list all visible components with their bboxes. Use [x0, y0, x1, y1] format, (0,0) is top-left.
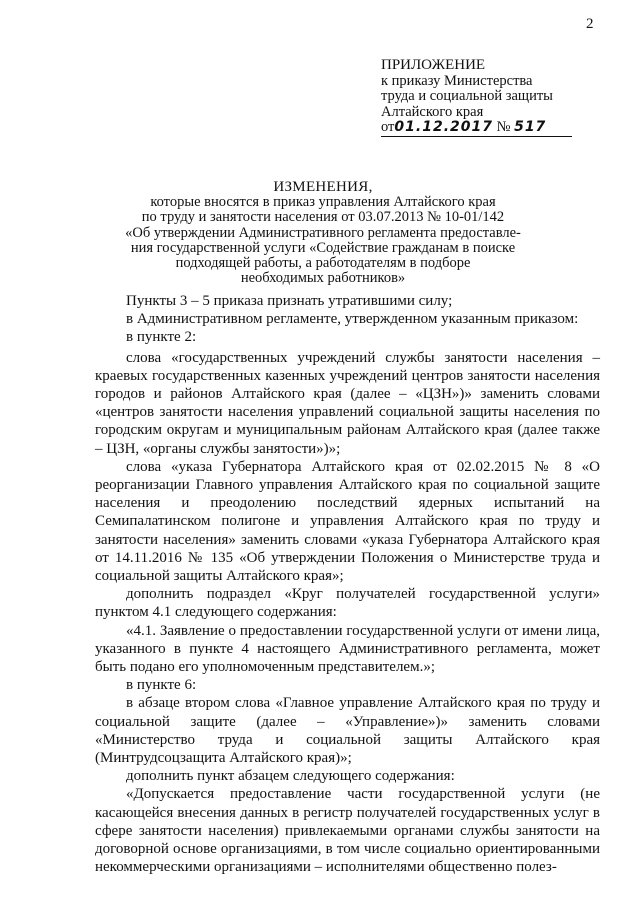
- document-title: ИЗМЕНЕНИЯ,: [273, 179, 373, 195]
- appendix-header: [381, 58, 572, 137]
- handwritten-number: 517: [514, 119, 547, 135]
- appendix-heading: ПРИЛОЖЕНИЕ: [381, 57, 486, 73]
- appendix-line: Алтайского края: [381, 103, 484, 120]
- appendix-date-line: [381, 120, 572, 137]
- body-paragraph: дополнить подраздел «Круг получателей государственной услуги» пунктом 4.1 следующего содержания:: [95, 586, 600, 621]
- number-prefix: №: [496, 119, 511, 135]
- body-paragraph: Пункты 3 – 5 приказа признать утратившими силу;: [126, 293, 453, 309]
- appendix-line: к приказу Министерства: [381, 72, 533, 89]
- body-paragraph: «4.1. Заявление о предоставлении государственной услуги от имени лица, указанного в пункте 4 настоящего Административного регламента, может быть подано его уполномоченным представителем.»;: [95, 622, 600, 676]
- handwritten-date: 01.12.2017: [394, 119, 493, 135]
- body-paragraph: слова «указа Губернатора Алтайского края от 02.02.2015 № 8 «О реорганизации Главного управления Алтайского края по социальной защите населения и преодолению последствий ядерных испытаний на Семипалатинском полигоне и управления Алтайского края по труду и занятости населения» заменить словами «указа Губернатора Алтайского края от 14.11.2016 № 135 «Об утверждении Положения о Министерстве труда и социальной защиты Алтайского края»;: [95, 458, 600, 585]
- document-body: [95, 292, 600, 877]
- date-field: [381, 120, 572, 137]
- page-number: 2: [586, 16, 594, 32]
- date-prefix: от: [381, 119, 395, 135]
- body-paragraph: в пункте 6:: [126, 677, 197, 694]
- title-line: которые вносятся в приказ управления Алтайского края: [150, 194, 496, 211]
- document-title-block: [100, 180, 546, 286]
- title-line: подходящей работы, а работодателям в подборе: [175, 255, 471, 272]
- appendix-line: труда и социальной защиты: [381, 88, 553, 104]
- body-paragraph: в пункте 2:: [126, 329, 197, 346]
- title-line: ния государственной услуги «Содействие гражданам в поиске: [130, 239, 516, 256]
- body-paragraph: «Допускается предоставление части государственной услуги (не касающейся внесения данных в регистр получателей государственных услуг в сфере занятости населения) привлекаемыми органами службы занятости на договорной основе организациями, в том числе социально ориентированными некоммерческими организациями – исполнителями общественно полез-: [95, 786, 600, 876]
- body-paragraph: в абзаце втором слова «Главное управление Алтайского края по труду и социальной защите (далее – «Управление»)» заменить словами «Министерство труда и социальной защиты Алтайского края (Минтрудсоцзащита Алтайского края)»;: [95, 695, 600, 767]
- body-paragraph: дополнить пункт абзацем следующего содержания:: [126, 768, 455, 785]
- body-paragraph: слова «государственных учреждений службы занятости населения – краевых государственных казенных учреждений центров занятости населения городов и районов Алтайского края (далее – «ЦЗН»)» заменить словами «центров занятости населения управлений социальной защиты населения по городским округам и муниципальным районам Алтайского края (далее также – ЦЗН, «органы службы занятости»)»;: [95, 349, 600, 457]
- title-line: необходимых работников»: [240, 270, 406, 287]
- body-paragraph: в Административном регламенте, утвержденном указанным приказом:: [126, 311, 579, 328]
- title-line: «Об утверждении Административного регламента предоставле-: [125, 224, 521, 241]
- title-line: по труду и занятости населения от 03.07.2013 № 10-01/142: [141, 209, 505, 226]
